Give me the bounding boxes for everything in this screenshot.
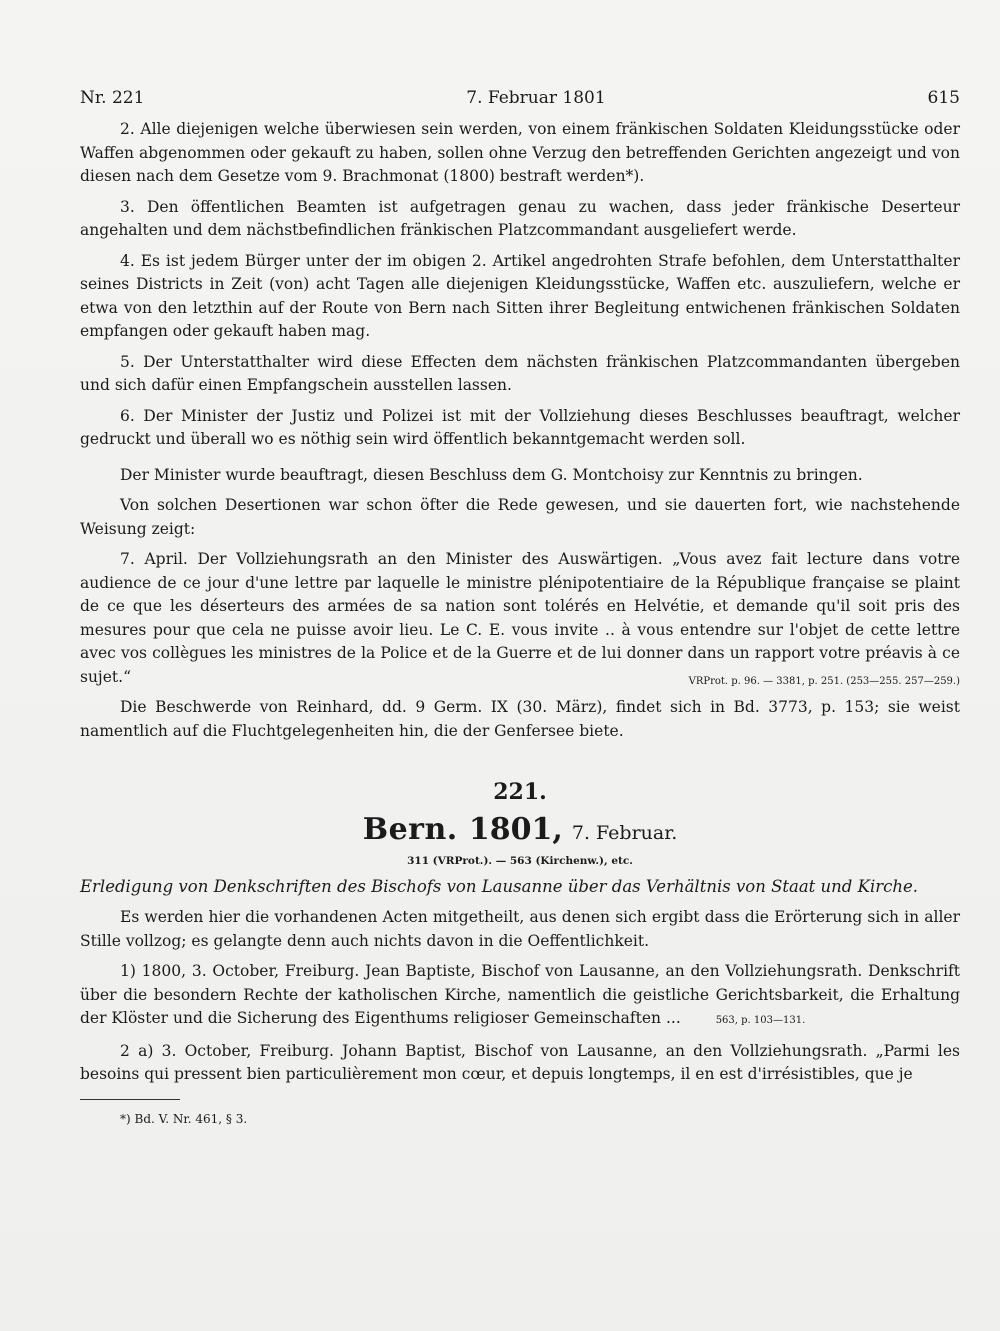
paragraph-entry-1 — [80, 960, 960, 1033]
paragraph-article-4: 4. Es ist jedem Bürger unter der im obigen 2. Artikel angedrohten Strafe befohlen, dem Unterstatthalter seines Districts in Zeit (von) acht Tagen alle diejenigen Kleidungsstücke, Waffen etc. auszuliefern, welche er etwa von den letzthin auf der Route von Bern nach Sitten ihrer Begleitung entwichenen fränkischen Soldaten empfangen oder gekauft haben mag. — [80, 251, 960, 340]
document-date: 7. Februar. — [571, 822, 678, 844]
footnote: *) Bd. V. Nr. 461, § 3. — [120, 1111, 248, 1126]
paragraph-article-6: 6. Der Minister der Justiz und Polizei ist mit der Vollziehung dieses Beschlusses beauftragt, welcher gedruckt und überall wo es nöthig sein wird öffentlich bekanntgemacht werden soll. — [80, 406, 960, 448]
header-date: 7. Februar 1801 — [466, 88, 606, 108]
paragraph-acts-intro: Es werden hier die vorhandenen Acten mitgetheilt, aus denen sich ergibt dass die Erörterung sich in aller Stille vollzog; es gelangte denn auch nichts davon in die Oeffentlichkeit. — [80, 908, 960, 950]
footnote-divider — [80, 1099, 180, 1100]
paragraph-entry-2a: 2 a) 3. October, Freiburg. Johann Baptist, Bischof von Lausanne, an den Vollziehungsrath. „Parmi les besoins qui pressent bien particulièrement mon cœur, et depuis longtemps, il en est d'irrésistibles, que je — [80, 1041, 960, 1083]
header-page-number: 615 — [927, 88, 960, 108]
document-year: 1801, — [468, 812, 563, 847]
page-content — [80, 88, 960, 1126]
document-subject: Erledigung von Denkschriften des Bischofs von Lausanne über das Verhältnis von Staat und Kirche. — [80, 877, 918, 896]
paragraph-desertions: Von solchen Desertionen war schon öfter die Rede gewesen, und sie dauerten fort, wie nachstehende Weisung zeigt: — [80, 496, 960, 538]
source-reference: VRProt. p. 96. — 3381, p. 251. (253—255. 257—259.) — [688, 675, 960, 687]
header-document-number: Nr. 221 — [80, 88, 145, 108]
paragraph-article-5: 5. Der Unterstatthalter wird diese Effecten dem nächsten fränkischen Platzcommandanten übergeben und sich dafür einen Empfangschein ausstellen lassen. — [80, 352, 960, 394]
paragraph-reinhard-complaint: Die Beschwerde von Reinhard, dd. 9 Germ. IX (30. März), findet sich in Bd. 3773, p. 153; sie weist namentlich auf die Fluchtgelegenheiten hin, die der Genfersee biete. — [80, 698, 960, 740]
paragraph-minister-note: Der Minister wurde beauftragt, diesen Beschluss dem G. Montchoisy zur Kenntnis zu bringen. — [120, 465, 863, 484]
document-heading — [80, 811, 960, 853]
april-instruction-text: 7. April. Der Vollziehungsrath an den Minister des Auswärtigen. „Vous avez fait lecture dans votre audience de ce jour d'une lettre par laquelle le ministre plénipotentiaire de la République française se plaint de ce que les déserteurs des armées de sa nation sont tolérés en Helvétie, et demande qu'il soit pris des mesures pour que cela ne puisse avoir lieu. Le C. E. vous invite .. à vous entendre sur l'objet de cette lettre avec vos collègues les ministres de la Police et de la Guerre et de lui donner dans un rapport votre préavis à ce sujet.“ — [80, 550, 960, 686]
running-header — [80, 88, 960, 108]
document-number: 221. — [493, 779, 547, 805]
entry-1-source-reference: 563, p. 103—131. — [715, 1015, 806, 1026]
entry-1-text: 1) 1800, 3. October, Freiburg. Jean Baptiste, Bischof von Lausanne, an den Vollziehungsrath. Denkschrift über die besondern Rechte der katholischen Kirche, namentlich die geistliche Gerichtsbarkeit, die Erhaltung der Klöster und die Sicherung des Eigenthums religioser Gemeinschaften ... — [80, 962, 960, 1027]
paragraph-april-instruction — [80, 548, 960, 689]
paragraph-article-3: 3. Den öffentlichen Beamten ist aufgetragen genau zu wachen, dass jeder fränkische Deserteur angehalten und dem nächstbefindlichen fränkischen Platzcommandant ausgeliefert werde. — [80, 197, 960, 239]
paragraph-article-2: 2. Alle diejenigen welche überwiesen sein werden, von einem fränkischen Soldaten Kleidungsstücke oder Waffen abgenommen oder gekauft zu haben, sollen ohne Verzug den betreffenden Gerichten angezeigt und von diesen nach dem Gesetze vom 9. Brachmonat (1800) bestraft werden*). — [80, 120, 960, 185]
document-archive-refs: 311 (VRProt.). — 563 (Kirchenw.), etc. — [407, 855, 633, 867]
document-place: Bern. — [362, 812, 458, 847]
